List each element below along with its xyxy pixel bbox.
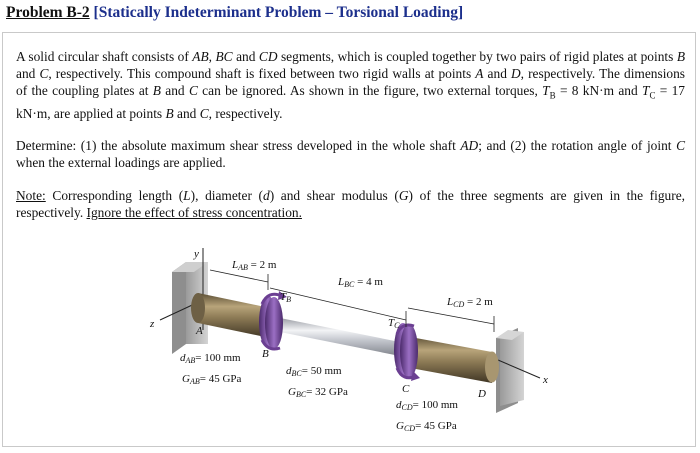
problem-statement: A solid circular shaft consists of AB, BC and CD segments, which is coupled together by two pairs of rigid plates at points B and C, respectively. This compound shaft is fixed between two rigid walls at points A and D, respectively. The dimensions of the coupling plates at B and C can be ignored. As shown in the figure, two external torques, $T_B = 8$ kN·m and $T_C = 17$ kN·m, are applied at points B and C, respectively. <box>16 49 686 121</box>
dim-line-cd <box>408 308 494 324</box>
length-ab-label: LAB = 2 m <box>232 259 277 272</box>
coupling-plate-c <box>394 323 420 381</box>
right-wall <box>496 328 524 413</box>
determine-statement: Determine: (1) the absolute maximum shear stress developed in the whole shaft AD; and (2) the rotation angle of joint C when the external loadings are applied. <box>16 138 685 170</box>
axis-y-label: y <box>194 248 199 260</box>
diameter-bc-label: dBC= 50 mm <box>286 365 342 378</box>
torque-b-label: TB <box>280 291 292 304</box>
axis-z-label: z <box>150 318 155 330</box>
point-b-label: B <box>262 348 269 360</box>
length-cd-label: LCD = 2 m <box>447 296 493 309</box>
modulus-ab-label: GAB= 45 GPa <box>182 373 242 386</box>
note-statement: Note: Corresponding length (L), diameter (d) and shear modulus (G) of the three segments are given in the figure, respectively. Ignore the effect of stress concentration. <box>16 188 685 220</box>
point-c-label: C <box>402 383 410 395</box>
problem-number: Problem B-2 <box>6 4 90 21</box>
problem-title: [Statically Indeterminant Problem – Torsional Loading] <box>93 4 464 21</box>
torque-c-label: TC <box>388 317 400 330</box>
point-d-label: D <box>478 388 486 400</box>
segment-cd <box>405 336 499 383</box>
diameter-ab-label: dAB= 100 mm <box>180 352 241 365</box>
length-bc-label: LBC = 4 m <box>338 276 383 289</box>
diameter-cd-label: dCD= 100 mm <box>396 399 458 412</box>
point-a-label: A <box>196 325 203 337</box>
segment-bc <box>270 316 405 357</box>
axis-x-label: x <box>543 374 548 386</box>
modulus-bc-label: GBC= 32 GPa <box>288 386 348 399</box>
modulus-cd-label: GCD= 45 GPa <box>396 420 457 433</box>
dim-line-bc <box>270 288 406 320</box>
